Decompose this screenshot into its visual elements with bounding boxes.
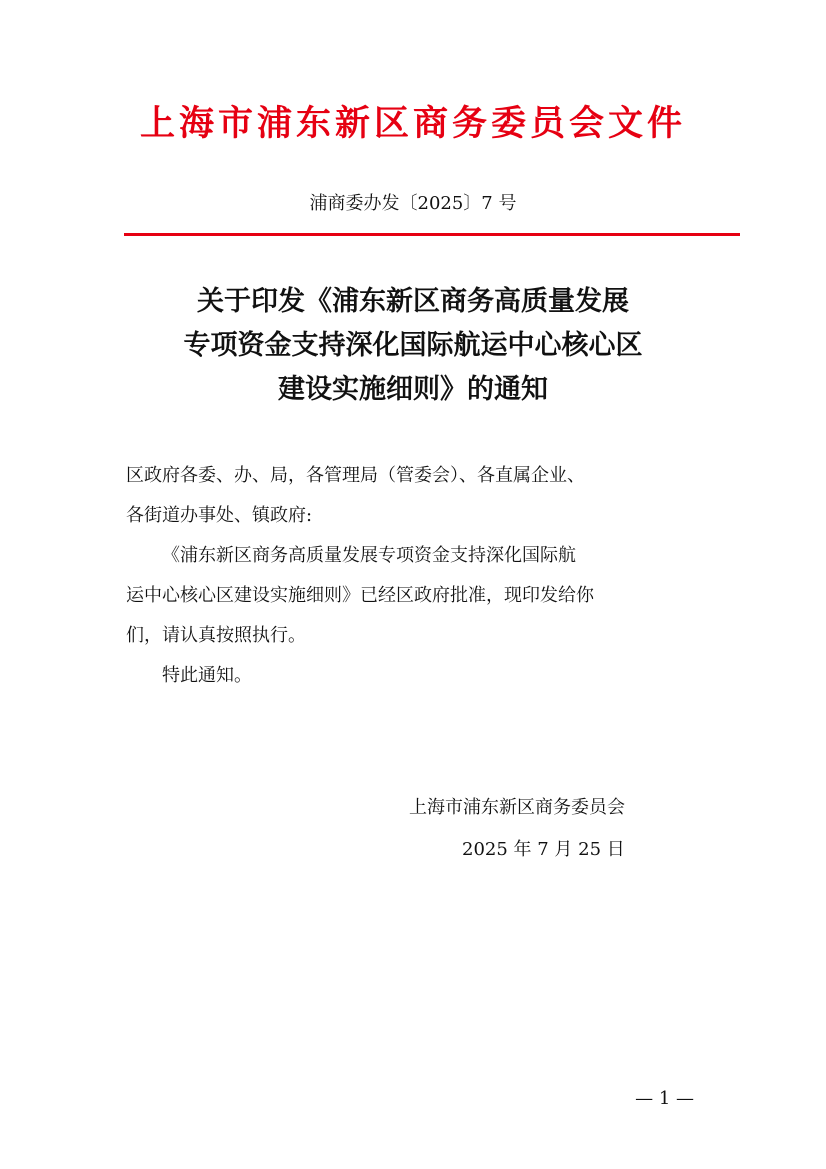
recipients-line-1: 区政府各委、办、局，各管理局（管委会）、各直属企业、 [126, 465, 585, 486]
notice-body [126, 456, 706, 696]
recipients-line-2: 各街道办事处、镇政府: [126, 505, 313, 526]
notice-title-line-2: 专项资金支持深化国际航运中心核心区 [183, 330, 643, 361]
notice-title-line-1: 关于印发《浦东新区商务高质量发展 [197, 286, 629, 317]
body-paragraph-line-3: 们，请认真按照执行。 [126, 625, 306, 646]
document-number: 浦商委办发〔2025〕7 号 [309, 193, 517, 214]
closing-line: 特此通知。 [162, 665, 252, 686]
issuer-header-title: 上海市浦东新区商务委员会文件 [139, 103, 686, 144]
page-number: — 1 — [635, 1088, 694, 1109]
signature-organization: 上海市浦东新区商务委员会 [409, 797, 625, 818]
notice-title [0, 280, 826, 412]
notice-title-line-3: 建设实施细则》的通知 [278, 374, 548, 405]
body-paragraph-line-2: 运中心核心区建设实施细则》已经区政府批准，现印发给你 [126, 585, 594, 606]
signature-date: 2025 年 7 月 25 日 [462, 839, 625, 860]
red-header-rule [124, 233, 740, 236]
body-paragraph-line-1: 《浦东新区商务高质量发展专项资金支持深化国际航 [162, 545, 576, 566]
